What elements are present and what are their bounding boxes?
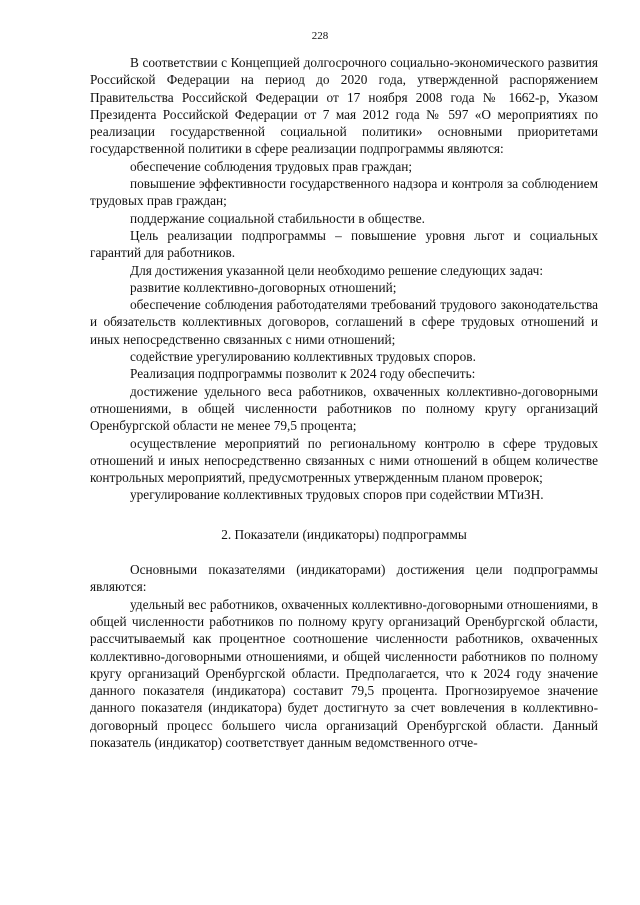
paragraph: развитие коллективно-договорных отношений; xyxy=(130,279,397,295)
section-heading: 2. Показатели (индикаторы) подпрограммы xyxy=(221,526,467,542)
paragraph: поддержание социальной стабильности в обществе. xyxy=(130,210,425,226)
paragraph: достижение удельного веса работников, охваченных коллективно-договорными отношениями, в общей численности работников по полному кругу организаций Оренбургской области не менее 79,5 процента; xyxy=(90,383,598,434)
page-number: 228 xyxy=(311,30,329,42)
paragraph: содействие урегулированию коллективных трудовых споров. xyxy=(130,349,476,365)
paragraph: обеспечение соблюдения трудовых прав граждан; xyxy=(130,158,413,174)
paragraph: осуществление мероприятий по региональному контролю в сфере трудовых отношений и иных непосредственно связанных с ними отношений в общем количестве контрольных мероприятий, предусмотренных утвержденным планом проверок; xyxy=(90,435,598,486)
paragraph: Для достижения указанной цели необходимо решение следующих задач: xyxy=(130,262,544,278)
paragraph: обеспечение соблюдения работодателями требований трудового законодательства и обязательств коллективных договоров, соглашений в сфере трудовых отношений и иных непосредственно связанных с ними отношений; xyxy=(90,297,598,347)
paragraph: Цель реализации подпрограммы – повышение уровня льгот и социальных гарантий для работников. xyxy=(90,227,598,261)
document-body xyxy=(90,54,598,751)
paragraph: повышение эффективности государственного надзора и контроля за соблюдением трудовых прав граждан; xyxy=(90,176,598,209)
paragraph: В соответствии с Концепцией долгосрочного социально-экономического развития Российской Федерации на период до 2020 года, утвержденной распоряжением Правительства Российской Федерации от 17 ноября 2008 года № 1662-р, Указом Президента Российской Федерации от 7 мая 2012 года № 597 «О мероприятиях по реализации государственной социальной политики» основными приоритетами государственной политики в сфере реализации подпрограммы являются: xyxy=(90,55,598,157)
paragraph: урегулирование коллективных трудовых споров при содействии МТиЗН. xyxy=(130,487,544,503)
paragraph: удельный вес работников, охваченных коллективно-договорными отношениями, в общей численности работников по полному кругу организаций Оренбургской области, рассчитываемый как процентное соотношение численности работников, охваченных коллективно-договорными отношениями, и общей численности работников по полному кругу организаций Оренбургской области. Предполагается, что к 2024 году значение данного показателя (индикатора) составит 79,5 процента. Прогнозируемое значение данного показателя (индикатора) будет достигнуто за счет вовлечения в коллективно-договорный процесс большего числа организаций Оренбургской области. Данный показатель (индикатор) соответствует данным ведомственного отче- xyxy=(90,596,598,750)
paragraph: Основными показателями (индикаторами) достижения цели подпрограммы являются: xyxy=(90,562,598,595)
paragraph: Реализация подпрограммы позволит к 2024 году обеспечить: xyxy=(130,366,476,382)
